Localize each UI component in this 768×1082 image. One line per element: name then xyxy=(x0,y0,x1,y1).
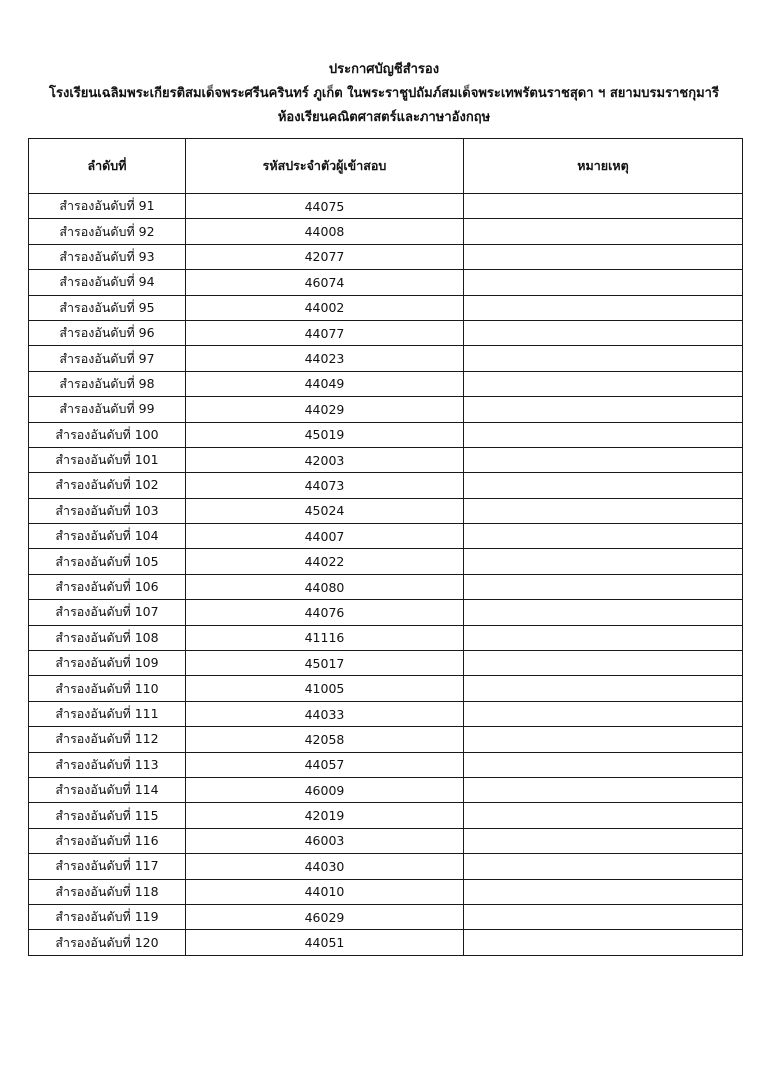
rank-cell: สำรองอันดับที่ 115 xyxy=(29,803,186,828)
rank-cell: สำรองอันดับที่ 94 xyxy=(29,270,186,295)
rank-cell: สำรองอันดับที่ 104 xyxy=(29,524,186,549)
rank-cell: สำรองอันดับที่ 119 xyxy=(29,904,186,929)
rank-cell: สำรองอันดับที่ 110 xyxy=(29,676,186,701)
column-header-rank: ลำดับที่ xyxy=(29,139,186,194)
note-cell xyxy=(464,879,743,904)
exam-id-cell: 44075 xyxy=(186,194,464,219)
note-cell xyxy=(464,600,743,625)
exam-id-cell: 44023 xyxy=(186,346,464,371)
rank-cell: สำรองอันดับที่ 109 xyxy=(29,651,186,676)
exam-id-cell: 44077 xyxy=(186,320,464,345)
note-cell xyxy=(464,447,743,472)
rank-cell: สำรองอันดับที่ 112 xyxy=(29,727,186,752)
exam-id-cell: 44057 xyxy=(186,752,464,777)
note-cell xyxy=(464,752,743,777)
note-cell xyxy=(464,244,743,269)
exam-id-cell: 42019 xyxy=(186,803,464,828)
rank-cell: สำรองอันดับที่ 96 xyxy=(29,320,186,345)
table-row xyxy=(29,828,743,853)
exam-id-cell: 44007 xyxy=(186,524,464,549)
exam-id-cell: 44022 xyxy=(186,549,464,574)
exam-id-cell: 46003 xyxy=(186,828,464,853)
table-row xyxy=(29,904,743,929)
table-row xyxy=(29,600,743,625)
exam-id-cell: 42003 xyxy=(186,447,464,472)
program-name: ห้องเรียนคณิตศาสตร์และภาษาอังกฤษ xyxy=(277,110,491,125)
table-header-row xyxy=(29,139,743,194)
table-row xyxy=(29,270,743,295)
table-row xyxy=(29,371,743,396)
exam-id-cell: 44008 xyxy=(186,219,464,244)
rank-cell: สำรองอันดับที่ 118 xyxy=(29,879,186,904)
document-header xyxy=(0,58,768,130)
exam-id-cell: 44073 xyxy=(186,473,464,498)
table-row xyxy=(29,930,743,955)
note-cell xyxy=(464,371,743,396)
table-row xyxy=(29,625,743,650)
table-row xyxy=(29,473,743,498)
rank-cell: สำรองอันดับที่ 92 xyxy=(29,219,186,244)
note-cell xyxy=(464,397,743,422)
rank-cell: สำรองอันดับที่ 113 xyxy=(29,752,186,777)
rank-cell: สำรองอันดับที่ 106 xyxy=(29,574,186,599)
table-row xyxy=(29,422,743,447)
note-cell xyxy=(464,777,743,802)
note-cell xyxy=(464,651,743,676)
table-row xyxy=(29,752,743,777)
table-row xyxy=(29,803,743,828)
rank-cell: สำรองอันดับที่ 91 xyxy=(29,194,186,219)
table-row xyxy=(29,498,743,523)
table-row xyxy=(29,397,743,422)
table-row xyxy=(29,727,743,752)
exam-id-cell: 46029 xyxy=(186,904,464,929)
rank-cell: สำรองอันดับที่ 114 xyxy=(29,777,186,802)
rank-cell: สำรองอันดับที่ 103 xyxy=(29,498,186,523)
note-cell xyxy=(464,930,743,955)
table-row xyxy=(29,524,743,549)
rank-cell: สำรองอันดับที่ 117 xyxy=(29,854,186,879)
note-cell xyxy=(464,524,743,549)
exam-id-cell: 44076 xyxy=(186,600,464,625)
table-row xyxy=(29,854,743,879)
exam-id-cell: 44029 xyxy=(186,397,464,422)
exam-id-cell: 42058 xyxy=(186,727,464,752)
exam-id-cell: 42077 xyxy=(186,244,464,269)
rank-cell: สำรองอันดับที่ 97 xyxy=(29,346,186,371)
table-row xyxy=(29,295,743,320)
note-cell xyxy=(464,422,743,447)
table-row xyxy=(29,651,743,676)
note-cell xyxy=(464,625,743,650)
exam-id-cell: 44080 xyxy=(186,574,464,599)
rank-cell: สำรองอันดับที่ 99 xyxy=(29,397,186,422)
rank-cell: สำรองอันดับที่ 95 xyxy=(29,295,186,320)
note-cell xyxy=(464,270,743,295)
note-cell xyxy=(464,803,743,828)
exam-id-cell: 46074 xyxy=(186,270,464,295)
table-row xyxy=(29,676,743,701)
note-cell xyxy=(464,574,743,599)
table-row xyxy=(29,244,743,269)
note-cell xyxy=(464,828,743,853)
rank-cell: สำรองอันดับที่ 105 xyxy=(29,549,186,574)
rank-cell: สำรองอันดับที่ 102 xyxy=(29,473,186,498)
table-body xyxy=(29,194,743,956)
rank-cell: สำรองอันดับที่ 107 xyxy=(29,600,186,625)
table-row xyxy=(29,346,743,371)
table-row xyxy=(29,879,743,904)
rank-cell: สำรองอันดับที่ 111 xyxy=(29,701,186,726)
note-cell xyxy=(464,701,743,726)
note-cell xyxy=(464,346,743,371)
table-row xyxy=(29,574,743,599)
note-cell xyxy=(464,904,743,929)
document-title: ประกาศบัญชีสำรอง xyxy=(328,62,440,77)
table-row xyxy=(29,320,743,345)
rank-cell: สำรองอันดับที่ 120 xyxy=(29,930,186,955)
exam-id-cell: 45019 xyxy=(186,422,464,447)
school-name: โรงเรียนเฉลิมพระเกียรติสมเด็จพระศรีนครินทร์ ภูเก็ต ในพระราชูปถัมภ์สมเด็จพระเทพรัตนราชสุดา ฯ สยามบรมราชกุมารี xyxy=(49,86,719,101)
exam-id-cell: 44033 xyxy=(186,701,464,726)
exam-id-cell: 44049 xyxy=(186,371,464,396)
note-cell xyxy=(464,295,743,320)
note-cell xyxy=(464,194,743,219)
note-cell xyxy=(464,549,743,574)
table-row xyxy=(29,777,743,802)
column-header-exam-id: รหัสประจำตัวผู้เข้าสอบ xyxy=(186,139,464,194)
table-row xyxy=(29,194,743,219)
reserve-list-table xyxy=(28,138,743,956)
note-cell xyxy=(464,320,743,345)
note-cell xyxy=(464,676,743,701)
table-row xyxy=(29,219,743,244)
exam-id-cell: 45024 xyxy=(186,498,464,523)
rank-cell: สำรองอันดับที่ 108 xyxy=(29,625,186,650)
exam-id-cell: 45017 xyxy=(186,651,464,676)
exam-id-cell: 41005 xyxy=(186,676,464,701)
rank-cell: สำรองอันดับที่ 100 xyxy=(29,422,186,447)
rank-cell: สำรองอันดับที่ 116 xyxy=(29,828,186,853)
exam-id-cell: 44030 xyxy=(186,854,464,879)
exam-id-cell: 46009 xyxy=(186,777,464,802)
rank-cell: สำรองอันดับที่ 98 xyxy=(29,371,186,396)
table-row xyxy=(29,549,743,574)
table-row xyxy=(29,447,743,472)
note-cell xyxy=(464,219,743,244)
note-cell xyxy=(464,473,743,498)
exam-id-cell: 44002 xyxy=(186,295,464,320)
exam-id-cell: 44051 xyxy=(186,930,464,955)
column-header-note: หมายเหตุ xyxy=(464,139,743,194)
note-cell xyxy=(464,727,743,752)
exam-id-cell: 41116 xyxy=(186,625,464,650)
rank-cell: สำรองอันดับที่ 93 xyxy=(29,244,186,269)
note-cell xyxy=(464,854,743,879)
rank-cell: สำรองอันดับที่ 101 xyxy=(29,447,186,472)
note-cell xyxy=(464,498,743,523)
exam-id-cell: 44010 xyxy=(186,879,464,904)
table-row xyxy=(29,701,743,726)
